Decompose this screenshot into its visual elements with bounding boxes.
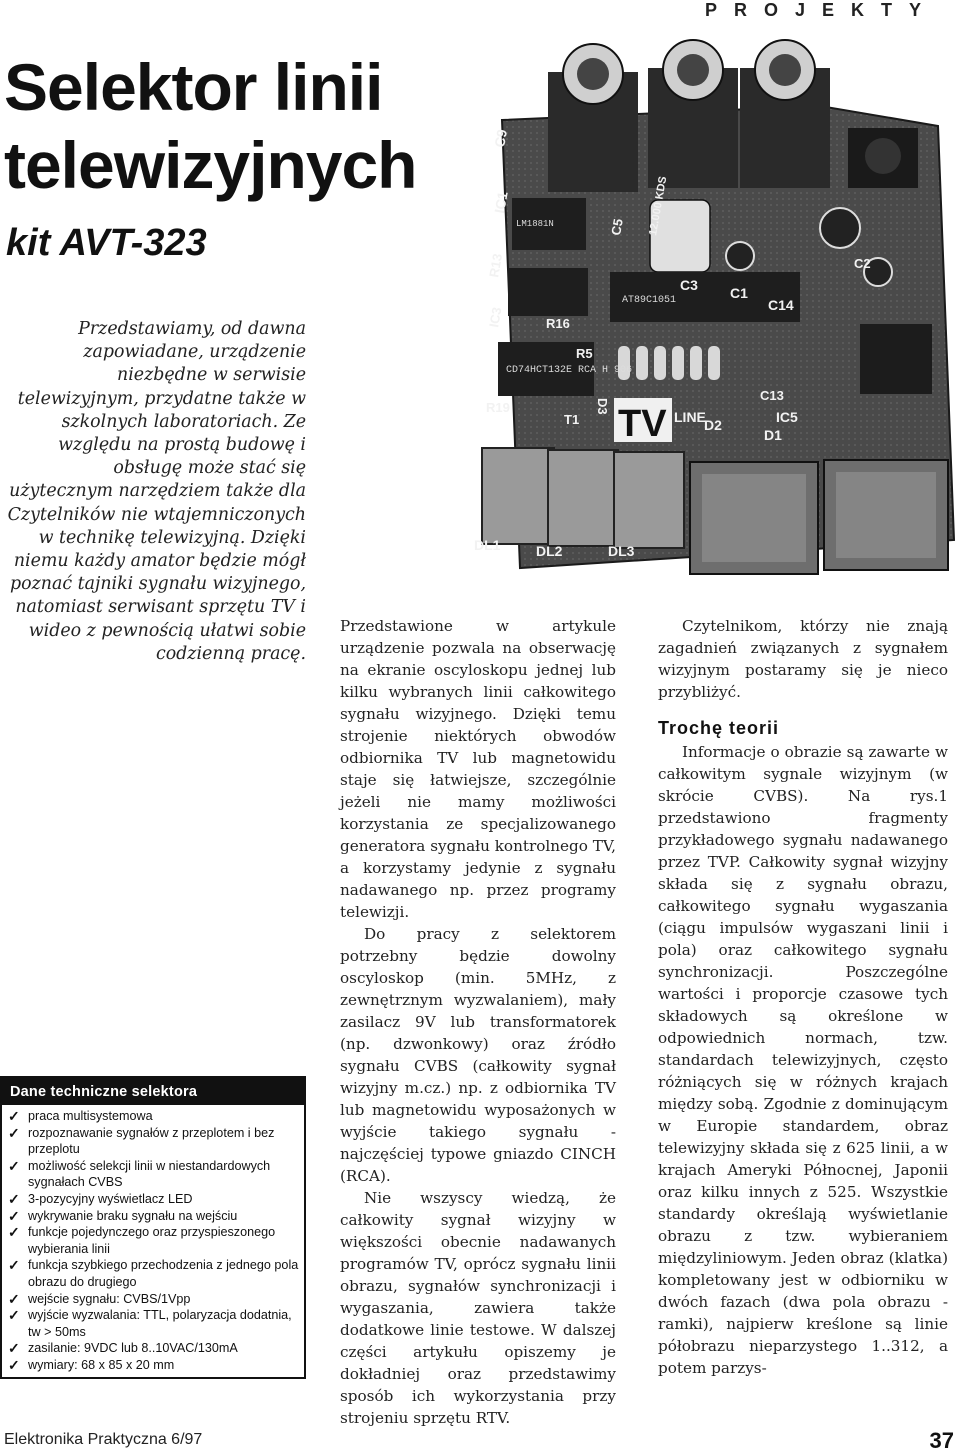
pcb-label: C9 [491,128,511,149]
pcb-label: 12.000 KDS [647,175,670,237]
section-label: PROJEKTY [704,0,938,20]
magazine-issue: Elektronika Praktyczna 6/97 [4,1431,203,1448]
check-icon: ✓ [8,1307,20,1324]
specs-box [0,1076,306,1379]
check-icon: ✓ [8,1340,20,1357]
specs-title: Dane techniczne selektora [2,1078,304,1105]
pcb-label: C14 [768,297,794,313]
specs-list [2,1105,304,1377]
spec-item: ✓ wykrywanie braku sygnału na wejściu [8,1207,238,1224]
led-displays [482,448,684,548]
check-icon: ✓ [8,1157,20,1174]
pcb-photo [468,28,960,576]
pcb-label: C13 [760,388,784,403]
paragraph: Informacje o obrazie są zawarte w całkowitym sygnale wizyjnym (w skrócie CVBS). Na rys.1 przedstawiono fragmenty przykładowego sygnału nadawanego przez TVP. Całkowity sygnał wizyjny składa się z sygnału obrazu, całkowitego sygnału wygaszania (ciągu impulsów wygaszani linii i pola) oraz całkowitego sygnału synchronizacji. Poszczególne wartości i proporcje czasowe tych składowych są określone w odpowiednich normach, tzw. standardach telewizyjnych, często różniących się w różnych krajach między sobą. Zgodnie z dominującym w Europie standardem, obraz telewizyjny składa się z 625 linii, a w krajach Ameryki Północnej, Japonii oraz kilku innych z 525. Wszystkie standardy określają wyświetlanie obrazu z tzw. wybieraniem międzyliniowym. Jeden obraz (klatka) kompletowany jest w odbiorniku w dwóch fazach (dwa pola obrazu - ramki), najpierw kreślone są linie półobrazu nieparzystego 1..312, a potem parzys- [658,743,948,1377]
check-icon: ✓ [8,1356,20,1373]
page-number: 37 [929,1428,954,1453]
pcb-label: R13 [486,252,506,279]
pcb-label: IC3 [486,305,505,329]
spec-item: ✓ zasilanie: 9VDC lub 8..10VAC/130mA [8,1340,238,1357]
spec-item: ✓ funkcja szybkiego przechodzenia z jednego pola obrazu do drugiego [8,1257,299,1289]
pcb-label: R5 [576,346,593,361]
pcb-label: R19 [486,400,510,415]
pcb-label: C3 [680,277,698,293]
pcb-label: C5 [608,217,626,237]
body-column-right [658,615,948,1379]
pcb-label: IC5 [776,409,798,425]
intro-lead: Przedstawiamy, od dawna zapowiadane, urządzenie niezbędne w serwisie telewizyjnym, przydatne także w szkolnych laboratoriach. Ze względu na prostą budowę i obsługę może stać się użytecznym narzędziem także dla Czytelników nie wtajemniczonych w technikę telewizyjną. Dzięki niemu każdy amator będzie mógł poznać tajniki sygnału wizyjnego, natomiast serwisant sprzętu TV i wideo z pewnością ułatwi sobie codzienną pracę. [7,319,306,664]
check-icon: ✓ [8,1190,20,1207]
paragraph: Przedstawione w artykule urządzenie pozwala na obserwację na ekranie oscyloskopu jednej lub kilku wybranych linii całkowitego sygnału wizyjnego. Dzięki temu strojenie niektórych obwodów odbiornika TV lub magnetowidu staje się łatwiejsze, szczególnie jeżeli nie mamy możliwości korzystania ze specjalizowanego generatora sygnału kontrolnego TV, a korzystamy jedynie z sygnału nadawanego np. przez programy telewizji. [340,617,616,921]
article-title-line1: Selektor linii [4,50,383,124]
spec-item: ✓ wejście sygnału: CVBS/1Vpp [8,1290,191,1307]
pcb-label: LINE [674,409,706,425]
check-icon: ✓ [8,1290,20,1307]
spec-item: ✓ wymiary: 68 x 85 x 20 mm [8,1356,175,1373]
paragraph: Czytelnikom, którzy nie znają zagadnień związanych z sygnałem wizyjnym postaramy się je nieco przybliżyć. [658,617,948,701]
check-icon: ✓ [8,1124,20,1141]
pcb-label: C1 [730,285,748,301]
spec-item: ✓ 3-pozycyjny wyświetlacz LED [8,1190,193,1207]
spec-item: ✓ możliwość selekcji linii w niestandardowych sygnałach CVBS [8,1157,271,1190]
paragraph: Do pracy z selektorem potrzebny będzie dowolny oscyloskop (min. 5MHz, z zewnętrznym wyzwalaniem), mały zasilacz 9V lub transformatorek (np. dzwonkowy) oraz źródło sygnału CVBS (całkowity sygnał wizyjny m.cz.) np. z odbiornika TV lub magnetowidu wyposażonych w wyjście takiego sygnału - najczęściej typowe gniazdo CINCH (RCA). [340,925,616,1185]
pcb-label: IC1 [491,190,511,215]
pcb-label: D1 [764,427,782,443]
spec-item: ✓ praca multisystemowa [8,1108,153,1124]
pcb-label: DL1 [474,537,501,553]
pcb-label: D3 [595,398,610,415]
pcb-label: D2 [704,417,722,433]
pcb-label: DL2 [536,543,563,559]
pcb-label: T1 [564,412,580,427]
spec-item: ✓ wyjście wyzwalania: TTL, polaryzacja dodatnia, tw > 50ms [8,1307,292,1339]
voltage-regulator [860,324,932,394]
body-column-middle [340,615,616,1429]
check-icon: ✓ [8,1108,20,1124]
paragraph: Nie wszyscy wiedzą, że całkowity sygnał wizyjny w większości obecnie nadawanych programów TV, oprócz sygnału linii obrazu, sygnałów synchronizacji i wygaszania, zawiera także dodatkowe linie testowe. W dalszej części artykułu opiszemy je dokładniej oraz przedstawimy sposób ich wykorzystania przy strojeniu sprzętu RTV. [340,1189,616,1427]
check-icon: ✓ [8,1207,20,1224]
ic-label: CD74HCT132E RCA H 906 [506,365,633,376]
ic-label: AT89C1051 [622,295,677,306]
push-buttons [690,460,948,574]
kit-subtitle: kit AVT-323 [6,222,207,264]
pcb-label: R16 [546,316,570,331]
spec-item: ✓ rozpoznawanie sygnałów z przeplotem i bez przeplotu [8,1124,275,1157]
ic-label: LM1881N [516,219,554,229]
check-icon: ✓ [8,1257,20,1274]
article-title [4,48,504,204]
section-heading: Trochę teorii [658,718,780,738]
pcb-label: DL3 [608,543,635,559]
spec-item: ✓ funkcje pojedynczego oraz przyspieszonego wybierania linii [8,1224,276,1256]
article-title-line2: telewizyjnych [4,128,417,202]
check-icon: ✓ [8,1224,20,1241]
pcb-photo-svg [468,28,960,576]
pcb-label: C2 [854,256,871,271]
pcb-label: TV [618,403,667,445]
